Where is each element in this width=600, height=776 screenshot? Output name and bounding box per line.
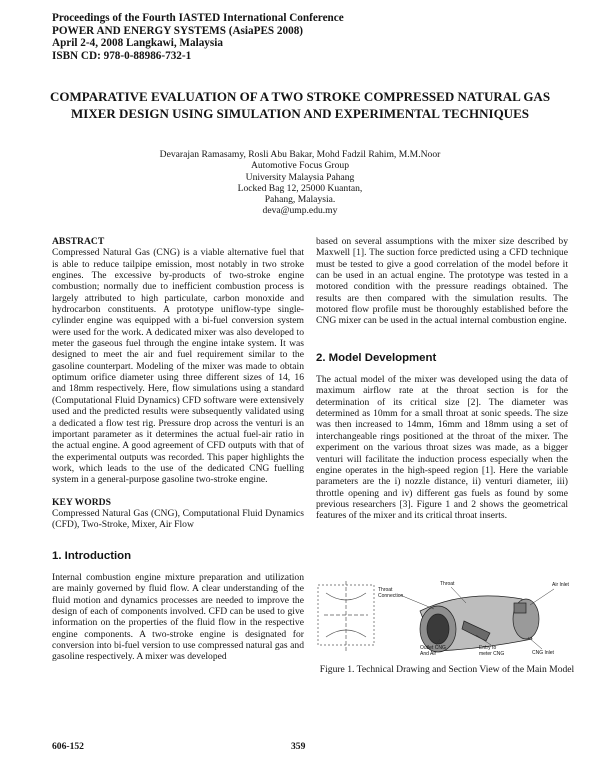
figure-caption: Figure 1. Technical Drawing and Section View of the Main Model [319,664,575,675]
address-line-1: Locked Bag 12, 25000 Kuantan, [237,182,363,194]
page-number: 359 [291,741,306,752]
label-entry-meter-cng [479,645,504,657]
author-names: Devarajan Ramasamy, Rosli Abu Bakar, Mohd Fadzil Rahim, M.M.Noor [159,149,441,160]
label-outlet-line1: Outlet CNG [420,645,446,651]
section-view [420,596,539,652]
left-column [52,236,304,663]
label-throat-connection-line1: Throat [378,587,393,593]
paper-title: COMPARATIVE EVALUATION OF A TWO STROKE COMPRESSED NATURAL GAS MIXER DESIGN USING SIMULATION AND EXPERIMENTAL TECHNIQUES [49,89,551,121]
label-throat-connection-line2: Connection [378,593,404,599]
label-throat-connection [378,587,404,599]
label-air-inlet: Air Inlet [552,582,569,588]
continuation-paragraph: based on several assumptions with the mixer size described by Maxwell [1]. The suction force predicted using a CFD technique must be tested to give a good correlation of the model before it can be used in an actual engine. The prototype was tested in a motored condition with the pressure readings obtained. The results are then compared with the simulation results. The motored flow profile must be thoroughly established before the CNG mixer can be used in the actual internal combustion engine. [316,236,568,327]
introduction-body: Internal combustion engine mixture preparation and utilization are mainly governed by fluid flow. A clear understanding of the fluid motion and dynamics processes are needed to improve the design of each of components involved. CFD can be used to give information on the properties of the fluid flow in the respective engine components. A two-stroke engine is designated for conversion into bi-fuel version to use compressed natural gas and gasoline respectively. A mixer was developed [52,571,304,663]
technical-drawing [318,581,374,651]
abstract-heading: ABSTRACT [52,236,105,247]
address-line-2: Pahang, Malaysia. [264,194,336,206]
conference-event: POWER AND ENERGY SYSTEMS (AsiaPES 2008) [52,24,304,37]
conference-name: Proceedings of the Fourth IASTED International Conference [52,12,344,24]
model-development-heading: 2. Model Development [316,351,437,364]
introduction-heading: 1. Introduction [52,549,132,562]
conference-header [52,12,344,62]
label-throat: Throat [440,581,455,587]
label-entry-line1: Entry to [479,645,497,651]
label-outlet-line2: And Air [420,651,437,657]
conference-isbn: ISBN CD: 978-0-88986-732-1 [52,49,192,62]
keywords-body: Compressed Natural Gas (CNG), Computational Fluid Dynamics (CFD), Two-Stroke, Mixer, Air Flow [52,507,304,531]
author-email: deva@ump.edu.my [262,205,338,217]
model-development-body: The actual model of the mixer was developed using the data of maximum airflow rate at the throat section is for the determination of its critical size [2]. The diameter was determined as 10mm for a small throat at sonic speeds. The size was then increased to 14mm, 16mm and 18mm using a set of interchangeable rings positioned at the throat of the mixer. The experiment on the various throat sizes was made, as a bigger venturi will facilitate the induction process especially when the engine operates in the high-speed region [1]. Here the variable parameters are the i) nozzle distance, ii) venturi diameter, iii) throttle opening and iv) different gas fuels as found by some previous researchers [3]. Figure 1 and 2 shows the geometrical features of the mixer and its critical throat inserts. [316,374,568,522]
affiliation-group: Automotive Focus Group [250,160,350,172]
mixer-figure [316,577,578,657]
right-column [316,236,568,522]
keywords-heading: KEY WORDS [52,496,111,508]
label-cng-inlet: CNG Inlet [532,650,554,656]
affiliation-university: University Malaysia Pahang [245,171,355,183]
label-entry-line2: meter CNG [479,651,505,657]
abstract-body: Compressed Natural Gas (CNG) is a viable alternative fuel that is able to reduce tailpipe emission, most notably in two stroke engines. The excessive by-products of two-stroke engine combustion; normally due to inefficient combustion process is largely attributed to high particulate, carbon monoxide and hydrocarbon constituents. A prototype uniflow-type single-cylinder engine was equipped with a bi-fuel conversion system were used for the work. A dedicated mixer was also developed to meter the gaseous fuel through the engine intake system. It was designed to meet the air and fuel requirement similar to the gasoline counterpart. Modeling of the mixer was made to obtain optimum orifice diameter using three different sizes of 14, 16 and 18mm respectively. Here, flow simulations using a standard (Computational Fluid Dynamics) CFD software were extensively used and the predicted results were subsequently validated using a dedicated a flow test rig. Pressure drop across the venturi is an important parameter as it determines the actual fuel-air ratio in the actual engine. A good agreement of CFD outputs with that of the experimental outputs was recorded. This paper highlights the work, which leads to the use of the dedicated CNG fuelling system in a general-purpose gasoline two-stroke engine. [52,247,304,486]
conference-date-location: April 2-4, 2008 Langkawi, Malaysia [52,37,223,50]
footer-paper-id: 606-152 [52,741,84,752]
author-block [100,149,500,217]
